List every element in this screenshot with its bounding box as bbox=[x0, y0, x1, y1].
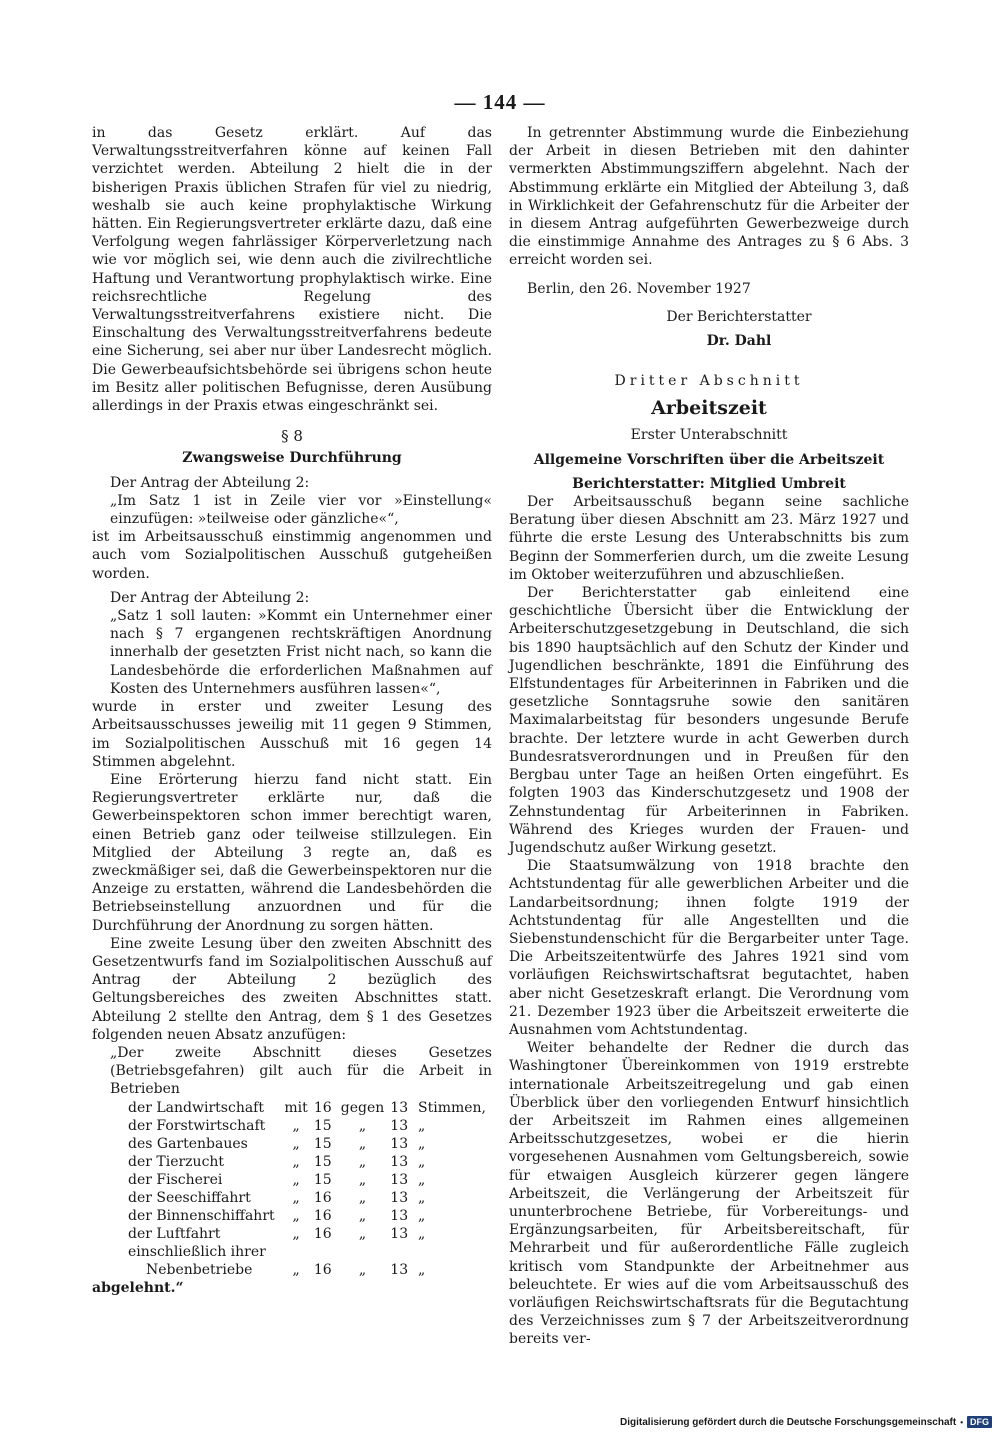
paragraph: in das Gesetz erklärt. Auf das Verwaltungsstreitverfahren könne auf keinen Fall verzichtet werden. Abteilung 2 hielt die in der bisherigen Praxis üblichen Strafen für viel zu niedrig, weshalb sie auch keine prophylaktische Wirkung hätten. Ein Regierungsvertreter erklärte dazu, daß eine Verfolgung wegen fahrlässiger Körperverletzung nach wie vor möglich sei, wie denn auch die zivilrechtliche Haftung und Verantwortung prophylaktisch wirke. Eine reichsrechtliche Regelung des Verwaltungsstreitverfahrens existiere nicht. Die Einschaltung des Verwaltungsstreitverfahrens bedeute eine Sicherung, sei aber nur über Landesrecht möglich. Die Gewerbeaufsichtsbehörde sei übrigens schon heute im Besitz aller politischen Befugnisse, deren Ausübung allerdings in der Praxis etwas eingeschränkt sei. bbox=[92, 125, 492, 415]
digitization-credit bbox=[620, 1416, 992, 1428]
votes-against: 13 bbox=[390, 1153, 409, 1170]
right-column bbox=[509, 124, 909, 1349]
table-cell: „ bbox=[358, 1261, 367, 1278]
table-cell: „ bbox=[292, 1261, 300, 1278]
reporter-label: Der Berichterstatter bbox=[666, 308, 812, 325]
votes-for: 16 bbox=[313, 1207, 332, 1224]
table-row bbox=[128, 1225, 492, 1243]
table-cell: „ bbox=[418, 1135, 426, 1152]
votes-for: 15 bbox=[313, 1117, 332, 1134]
votes-against: 13 bbox=[390, 1135, 409, 1152]
votes-against: 13 bbox=[390, 1099, 409, 1116]
subchapter-title: Allgemeine Vorschriften über die Arbeitszeit bbox=[533, 451, 885, 468]
votes-for: 16 bbox=[313, 1099, 332, 1116]
paragraph: Der Arbeitsausschuß begann seine sachliche Beratung über diesen Abschnitt am 23. März 1927 und führte die erste Lesung des Unterabschnitts bis zum Beginn der Sommerferien durch, um die zweite Lesung im Oktober weiterzuführen und abzuschließen. bbox=[509, 494, 909, 583]
table-cell: gegen bbox=[340, 1099, 385, 1116]
votes-against: 13 bbox=[390, 1207, 409, 1224]
votes-against: 13 bbox=[390, 1261, 409, 1278]
branch-name: der Seeschiffahrt bbox=[128, 1189, 251, 1206]
table-cell: „ bbox=[358, 1189, 367, 1206]
table-cell: „ bbox=[292, 1171, 300, 1188]
motion-result: wurde in erster und zweiter Lesung des Arbeitsausschusses jeweilig mit 11 gegen 9 Stimmen, im Sozialpolitischen Ausschuß mit 16 gegen 14 Stimmen abgelehnt. bbox=[92, 699, 492, 770]
table-cell: „ bbox=[358, 1153, 367, 1170]
motion-intro: Der Antrag der Abteilung 2: bbox=[110, 474, 310, 491]
chapter-heading: Dritter Abschnitt bbox=[614, 373, 804, 390]
branch-name: des Gartenbaues bbox=[128, 1135, 248, 1152]
votes-for: 16 bbox=[313, 1189, 332, 1206]
branch-name: der Landwirtschaft bbox=[128, 1099, 264, 1116]
table-cell: „ bbox=[358, 1207, 367, 1224]
votes-against: 13 bbox=[390, 1117, 409, 1134]
table-row bbox=[128, 1189, 492, 1207]
table-row bbox=[128, 1207, 492, 1225]
table-cell: „ bbox=[418, 1117, 426, 1134]
credit-text: Digitalisierung gefördert durch die Deutsche Forschungsgemeinschaft bbox=[620, 1416, 957, 1428]
votes-against: 13 bbox=[390, 1189, 409, 1206]
votes-for: 15 bbox=[313, 1153, 332, 1170]
branch-name: der Binnenschiffahrt bbox=[128, 1207, 275, 1224]
votes-for: 16 bbox=[313, 1261, 332, 1278]
paragraph: In getrennter Abstimmung wurde die Einbeziehung der Arbeit in diesen Betrieben mit den dahinter vermerkten Abstimmungsziffern abgelehnt. Nach der Abstimmung erklärte ein Mitglied der Abteilung 3, daß in Wirklichkeit der Gefahrenschutz für die Arbeiter der in diesem Antrag aufgeführten Gewerbezweige durch die einstimmige Annahme des Antrages zu § 6 Abs. 3 erreicht worden sei. bbox=[509, 125, 909, 269]
dfg-logo-icon: DFG bbox=[967, 1416, 992, 1428]
votes-for: 15 bbox=[313, 1171, 332, 1188]
branch-name: der Tierzucht bbox=[128, 1153, 225, 1170]
amendment-quote: „Der zweite Abschnitt dieses Gesetzes (Betriebsgefahren) gilt auch für die Arbeit in Betrieben bbox=[110, 1044, 492, 1098]
branch-name: Nebenbetriebe bbox=[146, 1261, 253, 1278]
branch-name: der Luftfahrt bbox=[128, 1225, 221, 1242]
table-cell: „ bbox=[418, 1189, 426, 1206]
table-cell: „ bbox=[358, 1135, 367, 1152]
branch-name: der Fischerei bbox=[128, 1171, 223, 1188]
table-cell: „ bbox=[358, 1225, 367, 1242]
paragraph: Die Staatsumwälzung von 1918 brachte den Achtstundentag für alle gewerblichen Arbeiter und die Landarbeitsordnung; ihnen folgte 1919 der Achtstundentag für alle Angestellten und die Siebenstundenschicht für die Bergarbeiter unter Tage. Die Arbeitszeitentwürfe des Jahres 1921 sind vom vorläufigen Reichswirtschaftsrat begutachtet, haben aber nicht Gesetzeskraft erlangt. Die Verordnung vom 21. Dezember 1923 über die Arbeitszeit erweiterte die Ausnahmen vom Achtstundentag. bbox=[509, 858, 909, 1038]
motion-result: ist im Arbeitsausschuß einstimmig angenommen und auch vom Sozialpolitischen Ausschuß gutgeheißen worden. bbox=[92, 529, 492, 582]
reporter-name: Dr. Dahl bbox=[706, 333, 772, 350]
table-cell: „ bbox=[292, 1189, 300, 1206]
motion-quote: „Im Satz 1 ist in Zeile vier vor »Einstellung« einzufügen: »teilweise oder gänzliche«“, bbox=[110, 492, 492, 528]
table-cell: „ bbox=[292, 1225, 300, 1242]
table-row bbox=[128, 1099, 492, 1117]
date-line: Berlin, den 26. November 1927 bbox=[527, 280, 751, 297]
table-cell: „ bbox=[418, 1171, 426, 1188]
table-row bbox=[128, 1135, 492, 1153]
table-row bbox=[128, 1261, 492, 1279]
branch-name-continued: einschließlich ihrer bbox=[128, 1243, 266, 1260]
motion-intro: Der Antrag der Abteilung 2: bbox=[110, 589, 310, 606]
section-title: Zwangsweise Durchführung bbox=[182, 450, 402, 467]
chapter-title: Arbeitszeit bbox=[651, 397, 767, 420]
paragraph: Der Berichterstatter gab einleitend eine geschichtliche Übersicht über die Entwicklung der Arbeiterschutzgesetzgebung in Deutschland, die sich bis 1890 hauptsächlich auf den Schutz der Kinder und Jugendlichen beschränkte, 1891 die Einführung des Elfstundentages für Arbeiterinnen in Fabriken und die gesetzliche Sonntagsruhe sowie den sanitären Maximalarbeitstag für besonders ungesunde Berufe brachte. Der letztere wurde in acht Gewerben durch Bundesratsverordnungen und in Preußen für den Bergbau unter Tage an heißen Orten eingeführt. Es folgten 1903 das Kinderschutzgesetz und 1908 der Zehnstundentag für Arbeiterinnen in Fabriken. Während des Krieges wurden der Frauen- und Jugendschutz außer Wirkung gesetzt. bbox=[509, 585, 909, 856]
table-cell: „ bbox=[358, 1117, 367, 1134]
section-number: § 8 bbox=[281, 427, 303, 446]
table-result: abgelehnt.“ bbox=[92, 1279, 184, 1296]
paragraph: Eine Erörterung hierzu fand nicht statt. Ein Regierungsvertreter erklärte nur, daß die Gewerbeinspektoren schon immer berechtigt waren, einen Betrieb ganz oder teilweise stillzulegen. Ein Mitglied der Abteilung 3 regte an, daß es zweckmäßiger sei, daß die Gewerbeinspektoren nur die Anzeige zu erstatten, während die Landesbehörden die Betriebseinstellung anzuordnen und für die Durchführung der Anordnung zu sorgen hätten. bbox=[92, 771, 492, 934]
separator-dot: • bbox=[960, 1417, 963, 1427]
table-cell: „ bbox=[292, 1153, 300, 1170]
table-row bbox=[128, 1243, 492, 1261]
table-row bbox=[128, 1171, 492, 1189]
paragraph: Weiter behandelte der Redner die durch das Washingtoner Übereinkommen von 1919 erstrebte internationale Arbeitszeitregelung und gab einen Überblick über den vorliegenden Entwurf hinsichtlich der Arbeitszeit im Rahmen eines allgemeinen Arbeitsschutzgesetzes, wobei er die hierin vorgesehenen Ausnahmen vom Geltungsbereich, sowie für etwaigen Ausgleich kürzerer gegen längere Arbeitszeit, die Verlängerung der Arbeitszeit für ununterbrochene Betriebe, für Vorbereitungs- und Ergänzungsarbeiten, für Arbeitsbereitschaft, für Mehrarbeit und für außerordentliche Fälle zugleich kritisch vom Standpunkte der Arbeitnehmer aus beleuchtete. Er wies auf die vom Arbeitsausschuß des vorläufigen Reichswirtschaftsrats für die Begutachtung des Verzeichnisses zum § 7 der Arbeitszeitverordnung bereits ver- bbox=[509, 1040, 909, 1348]
table-cell: „ bbox=[418, 1261, 426, 1278]
rapporteur-line: Berichterstatter: Mitglied Umbreit bbox=[572, 475, 846, 492]
branch-name: der Forstwirtschaft bbox=[128, 1117, 266, 1134]
table-cell: „ bbox=[292, 1207, 300, 1224]
votes-for: 16 bbox=[313, 1225, 332, 1242]
table-cell: Stimmen, bbox=[418, 1099, 486, 1116]
votes-for: 15 bbox=[313, 1135, 332, 1152]
votes-against: 13 bbox=[390, 1171, 409, 1188]
votes-against: 13 bbox=[390, 1225, 409, 1242]
table-cell: „ bbox=[418, 1225, 426, 1242]
table-row bbox=[128, 1153, 492, 1171]
paragraph: Eine zweite Lesung über den zweiten Abschnitt des Gesetzentwurfs fand im Sozialpolitischen Ausschuß auf Antrag der Abteilung 2 bezüglich des Geltungsbereiches des zweiten Abschnittes statt. Abteilung 2 stellte den Antrag, dem § 1 des Gesetzes folgenden neuen Absatz anzufügen: bbox=[92, 935, 492, 1043]
table-cell: „ bbox=[292, 1117, 300, 1134]
motion-quote: „Satz 1 soll lauten: »Kommt ein Unternehmer einer nach § 7 ergangenen rechtskräftigen Anordnung innerhalb der gesetzten Frist nicht nach, so kann die Landesbehörde die erforderlichen Maßnahmen auf Kosten des Unternehmers ausführen lassen«“, bbox=[110, 608, 492, 697]
table-cell: „ bbox=[358, 1171, 367, 1188]
table-cell: „ bbox=[418, 1207, 426, 1224]
table-cell: „ bbox=[292, 1135, 300, 1152]
table-cell: mit bbox=[284, 1099, 308, 1116]
table-row bbox=[128, 1117, 492, 1135]
page-number: — 144 — bbox=[454, 90, 546, 114]
table-cell: „ bbox=[418, 1153, 426, 1170]
vote-table bbox=[128, 1099, 492, 1279]
subchapter-heading: Erster Unterabschnitt bbox=[630, 427, 788, 444]
left-column bbox=[92, 124, 492, 1297]
